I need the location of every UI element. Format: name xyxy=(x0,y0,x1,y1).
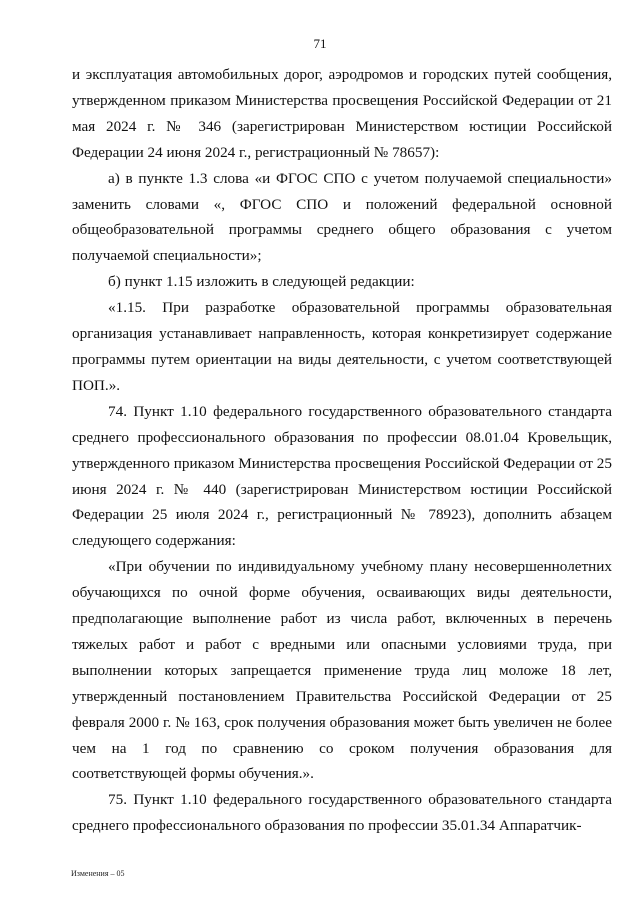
paragraph: «При обучении по индивидуальному учебному плану несовершеннолетних обучающихся по очной форме обучения, осваивающих виды деятельности, предполагающие выполнение работ из числа работ, включенных в перечень тяжелых работ и работ с вредными или опасными условиями труда, при выполнении которых запрещается применение труда лиц моложе 18 лет, утвержденный постановлением Правительства Российской Федерации от 25 февраля 2000 г. № 163, срок получения образования может быть увеличен не более чем на 1 год по сравнению со сроком получения образования для соответствующей формы обучения.». xyxy=(72,558,612,783)
paragraph: а) в пункте 1.3 слова «и ФГОС СПО с учетом получаемой специальности» заменить словами «, ФГОС СПО и положений федеральной основной общеобразовательной программы среднего общего образования с учетом получаемой специальности»; xyxy=(72,169,612,265)
footer-revision-label: Изменения – 05 xyxy=(71,869,125,878)
paragraph: и эксплуатация автомобильных дорог, аэродромов и городских путей сообщения, утвержденном приказом Министерства просвещения Российской Федерации от 21 мая 2024 г. № 346 (зарегистрирован Министерством юстиции Российской Федерации 24 июня 2024 г., регистрационный № 78657): xyxy=(72,66,612,161)
paragraph: «1.15. При разработке образовательной программы образовательная организация устанавливает направленность, которая конкретизирует содержание программы путем ориентации на виды деятельности, с учетом соответствующей ПОП.». xyxy=(72,299,612,394)
page-number: 71 xyxy=(313,36,327,51)
paragraph: 75. Пункт 1.10 федерального государственного образовательного стандарта среднего профессионального образования по профессии 35.01.34 Аппаратчик- xyxy=(72,791,612,835)
paragraph: 74. Пункт 1.10 федерального государственного образовательного стандарта среднего профессионального образования по профессии 08.01.04 Кровельщик, утвержденного приказом Министерства просвещения Российской Федерации от 25 июня 2024 г. № 440 (зарегистрирован Министерством юстиции Российской Федерации 25 июля 2024 г., регистрационный № 78923), дополнить абзацем следующего содержания: xyxy=(72,402,612,550)
paragraph: б) пункт 1.15 изложить в следующей редакции: xyxy=(108,273,415,291)
document-body xyxy=(72,62,612,839)
